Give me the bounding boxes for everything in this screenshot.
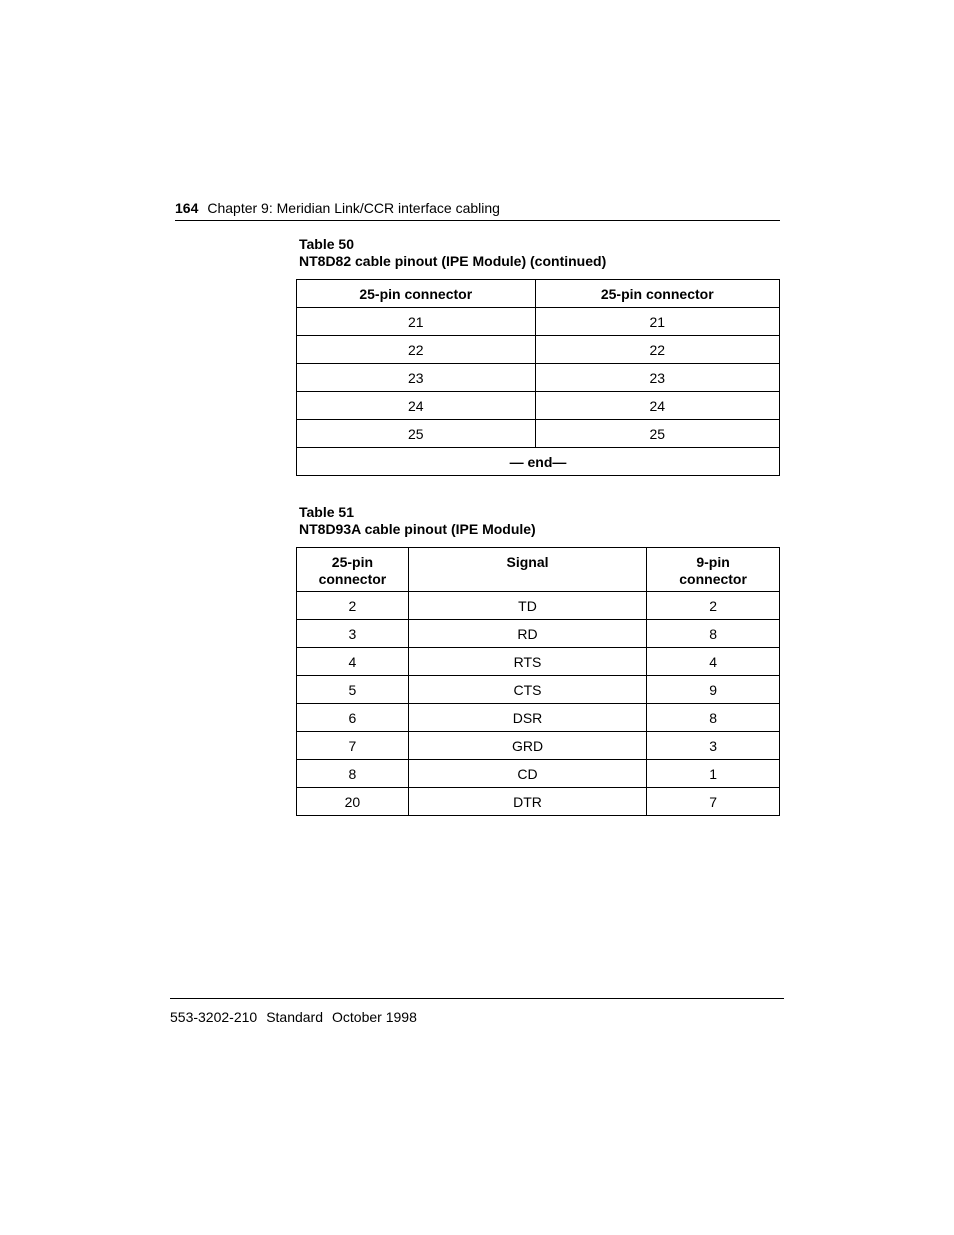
table-cell: 23 (535, 364, 780, 392)
table-cell: 4 (647, 648, 780, 676)
table-row (297, 788, 780, 816)
table-cell: 6 (297, 704, 409, 732)
table-cell: 1 (647, 760, 780, 788)
table-cell: 5 (297, 676, 409, 704)
table-cell: GRD (408, 732, 646, 760)
table-cell: 22 (297, 336, 536, 364)
table-cell: 25 (535, 420, 780, 448)
table-cell: 8 (297, 760, 409, 788)
table-cell: 2 (297, 592, 409, 620)
table-cell: DSR (408, 704, 646, 732)
table-cell: RD (408, 620, 646, 648)
table-cell: 9 (647, 676, 780, 704)
table-cell: CTS (408, 676, 646, 704)
column-header (647, 548, 780, 592)
table-row (297, 592, 780, 620)
table-row (297, 308, 780, 336)
table-header-row (297, 548, 780, 592)
table-cell: 7 (297, 732, 409, 760)
table-cell: TD (408, 592, 646, 620)
table-cell: 21 (535, 308, 780, 336)
column-header (297, 548, 409, 592)
table-row (297, 620, 780, 648)
document-date: October 1998 (332, 1009, 417, 1025)
table-row (297, 336, 780, 364)
table-end-row (297, 448, 780, 476)
table-row (297, 420, 780, 448)
table-cell: 8 (647, 704, 780, 732)
table-cell: 8 (647, 620, 780, 648)
table-51-title: NT8D93A cable pinout (IPE Module) (299, 521, 536, 537)
table-51-label: Table 51 (299, 504, 354, 520)
end-marker: — end— (297, 448, 780, 476)
table-row (297, 732, 780, 760)
chapter-title: Chapter 9: Meridian Link/CCR interface cabling (207, 200, 500, 216)
column-header-line: connector (318, 571, 387, 587)
table-cell: 22 (535, 336, 780, 364)
table-header-row (297, 280, 780, 308)
document-number: 553-3202-210 (170, 1009, 258, 1025)
column-header-line: 9-pin (696, 554, 730, 570)
table-50 (296, 279, 780, 476)
table-row (297, 676, 780, 704)
table-cell: 4 (297, 648, 409, 676)
page-header (175, 199, 780, 221)
table-cell: 24 (535, 392, 780, 420)
document-status: Standard (266, 1009, 324, 1025)
table-row (297, 392, 780, 420)
table-cell: DTR (408, 788, 646, 816)
table-51 (296, 547, 780, 816)
column-header: 25-pin connector (535, 280, 780, 308)
table-cell: 3 (297, 620, 409, 648)
column-header (408, 548, 646, 592)
table-51-caption (299, 504, 536, 538)
page-number: 164 (175, 200, 199, 216)
table-row (297, 648, 780, 676)
column-header-line: connector (679, 571, 747, 587)
table-cell: 25 (297, 420, 536, 448)
table-cell: CD (408, 760, 646, 788)
table-cell: 24 (297, 392, 536, 420)
page-footer (170, 998, 784, 1026)
table-cell: 2 (647, 592, 780, 620)
table-50-title: NT8D82 cable pinout (IPE Module) (continued) (299, 253, 607, 269)
column-header-line: 25-pin (331, 554, 374, 570)
column-header-line: Signal (506, 554, 549, 570)
table-cell: 7 (647, 788, 780, 816)
table-row (297, 760, 780, 788)
table-cell: RTS (408, 648, 646, 676)
table-cell: 3 (647, 732, 780, 760)
table-cell: 21 (297, 308, 536, 336)
table-50-caption (299, 236, 606, 270)
table-50-label: Table 50 (299, 236, 354, 252)
table-row (297, 364, 780, 392)
table-row (297, 704, 780, 732)
column-header: 25-pin connector (297, 280, 536, 308)
table-cell: 23 (297, 364, 536, 392)
table-cell: 20 (297, 788, 409, 816)
